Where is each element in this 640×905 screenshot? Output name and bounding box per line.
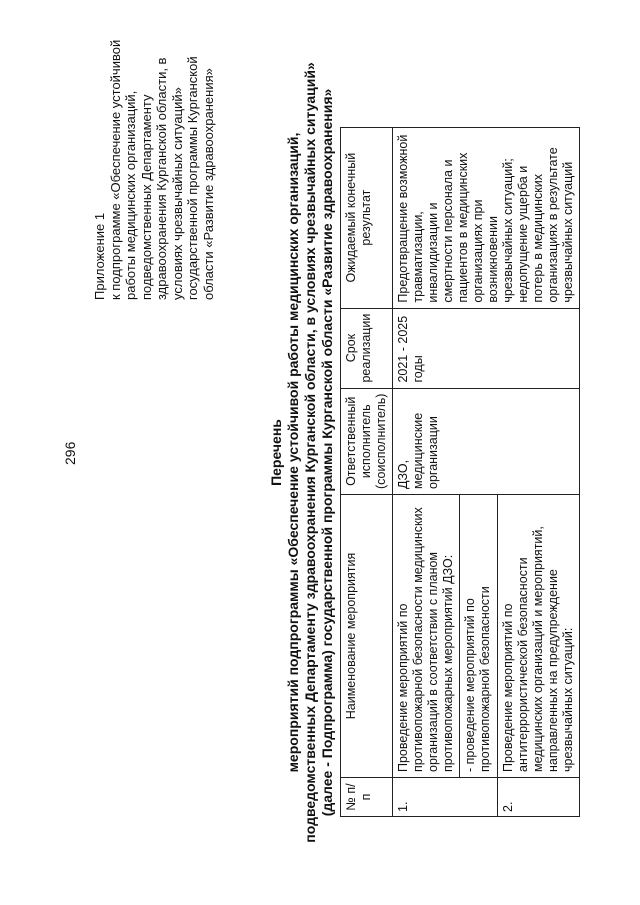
appendix-note xyxy=(92,0,216,300)
row-1-num: 1. xyxy=(393,778,498,817)
table-row xyxy=(393,127,460,816)
row-1-subitem: - проведение мероприятий по противопожарной безопасности xyxy=(460,495,497,778)
appendix-line: условиях чрезвычайных ситуаций» xyxy=(169,87,185,300)
appendix-line: здравоохранения Курганской области, в xyxy=(154,57,169,300)
header-result: Ожидаемый конечный результат xyxy=(341,127,393,308)
appendix-line: к подпрограмме «Обеспечение устойчивой xyxy=(107,39,123,300)
title-heading: Перечень xyxy=(268,419,284,486)
table-header-row xyxy=(341,127,393,816)
appendix-line: области «Развитие здравоохранения» xyxy=(200,68,216,300)
header-executor: Ответственный исполнитель (соисполнитель) xyxy=(341,388,393,494)
header-num: № п/п xyxy=(341,778,393,817)
header-period: Срок реализации xyxy=(341,308,393,388)
row-2-name: Проведение мероприятий по антитеррористической безопасности медицинских организаций и мероприятий, направленных на предупреждение чрезвычайных ситуаций: xyxy=(497,495,579,778)
appendix-line: государственной программы Курганской xyxy=(185,56,200,300)
title-line-2: подведомственных Департаменту здравоохранения Курганской области, в условиях чрезвычайных ситуаций» xyxy=(302,62,318,843)
measures-table xyxy=(340,127,580,817)
header-name: Наименование мероприятия xyxy=(341,495,393,778)
page-number: 296 xyxy=(62,441,78,465)
appendix-line: Приложение 1 xyxy=(92,212,107,300)
title-line-3: (далее - Подпрограмма) государственной программы Курганской области «Развитие здравоохранения» xyxy=(319,88,335,817)
row-1-name: Проведение мероприятий по противопожарной безопасности медицинских организаций в соответствии с планом противопожарных мероприятий ДЗО: xyxy=(393,495,460,778)
title-line-1: мероприятий подпрограммы «Обеспечение устойчивой работы медицинских организаций, xyxy=(285,132,301,773)
row-1-executor: ДЗО, медицинские организации xyxy=(393,388,580,494)
row-1-result: Предотвращение возможной травматизации, инвалидизации и смертности персонала и пациентов в медицинских организациях при возникновении чрезвычайных ситуаций; недопущение ущерба и потерь в медицинских организациях в результате чрезвычайных ситуаций xyxy=(393,127,580,308)
appendix-line: работы медицинских организаций, xyxy=(123,90,138,300)
row-2-num: 2. xyxy=(497,778,579,817)
appendix-line: подведомственных Департаменту xyxy=(138,94,154,300)
row-1-period: 2021 - 2025 годы xyxy=(393,308,580,388)
